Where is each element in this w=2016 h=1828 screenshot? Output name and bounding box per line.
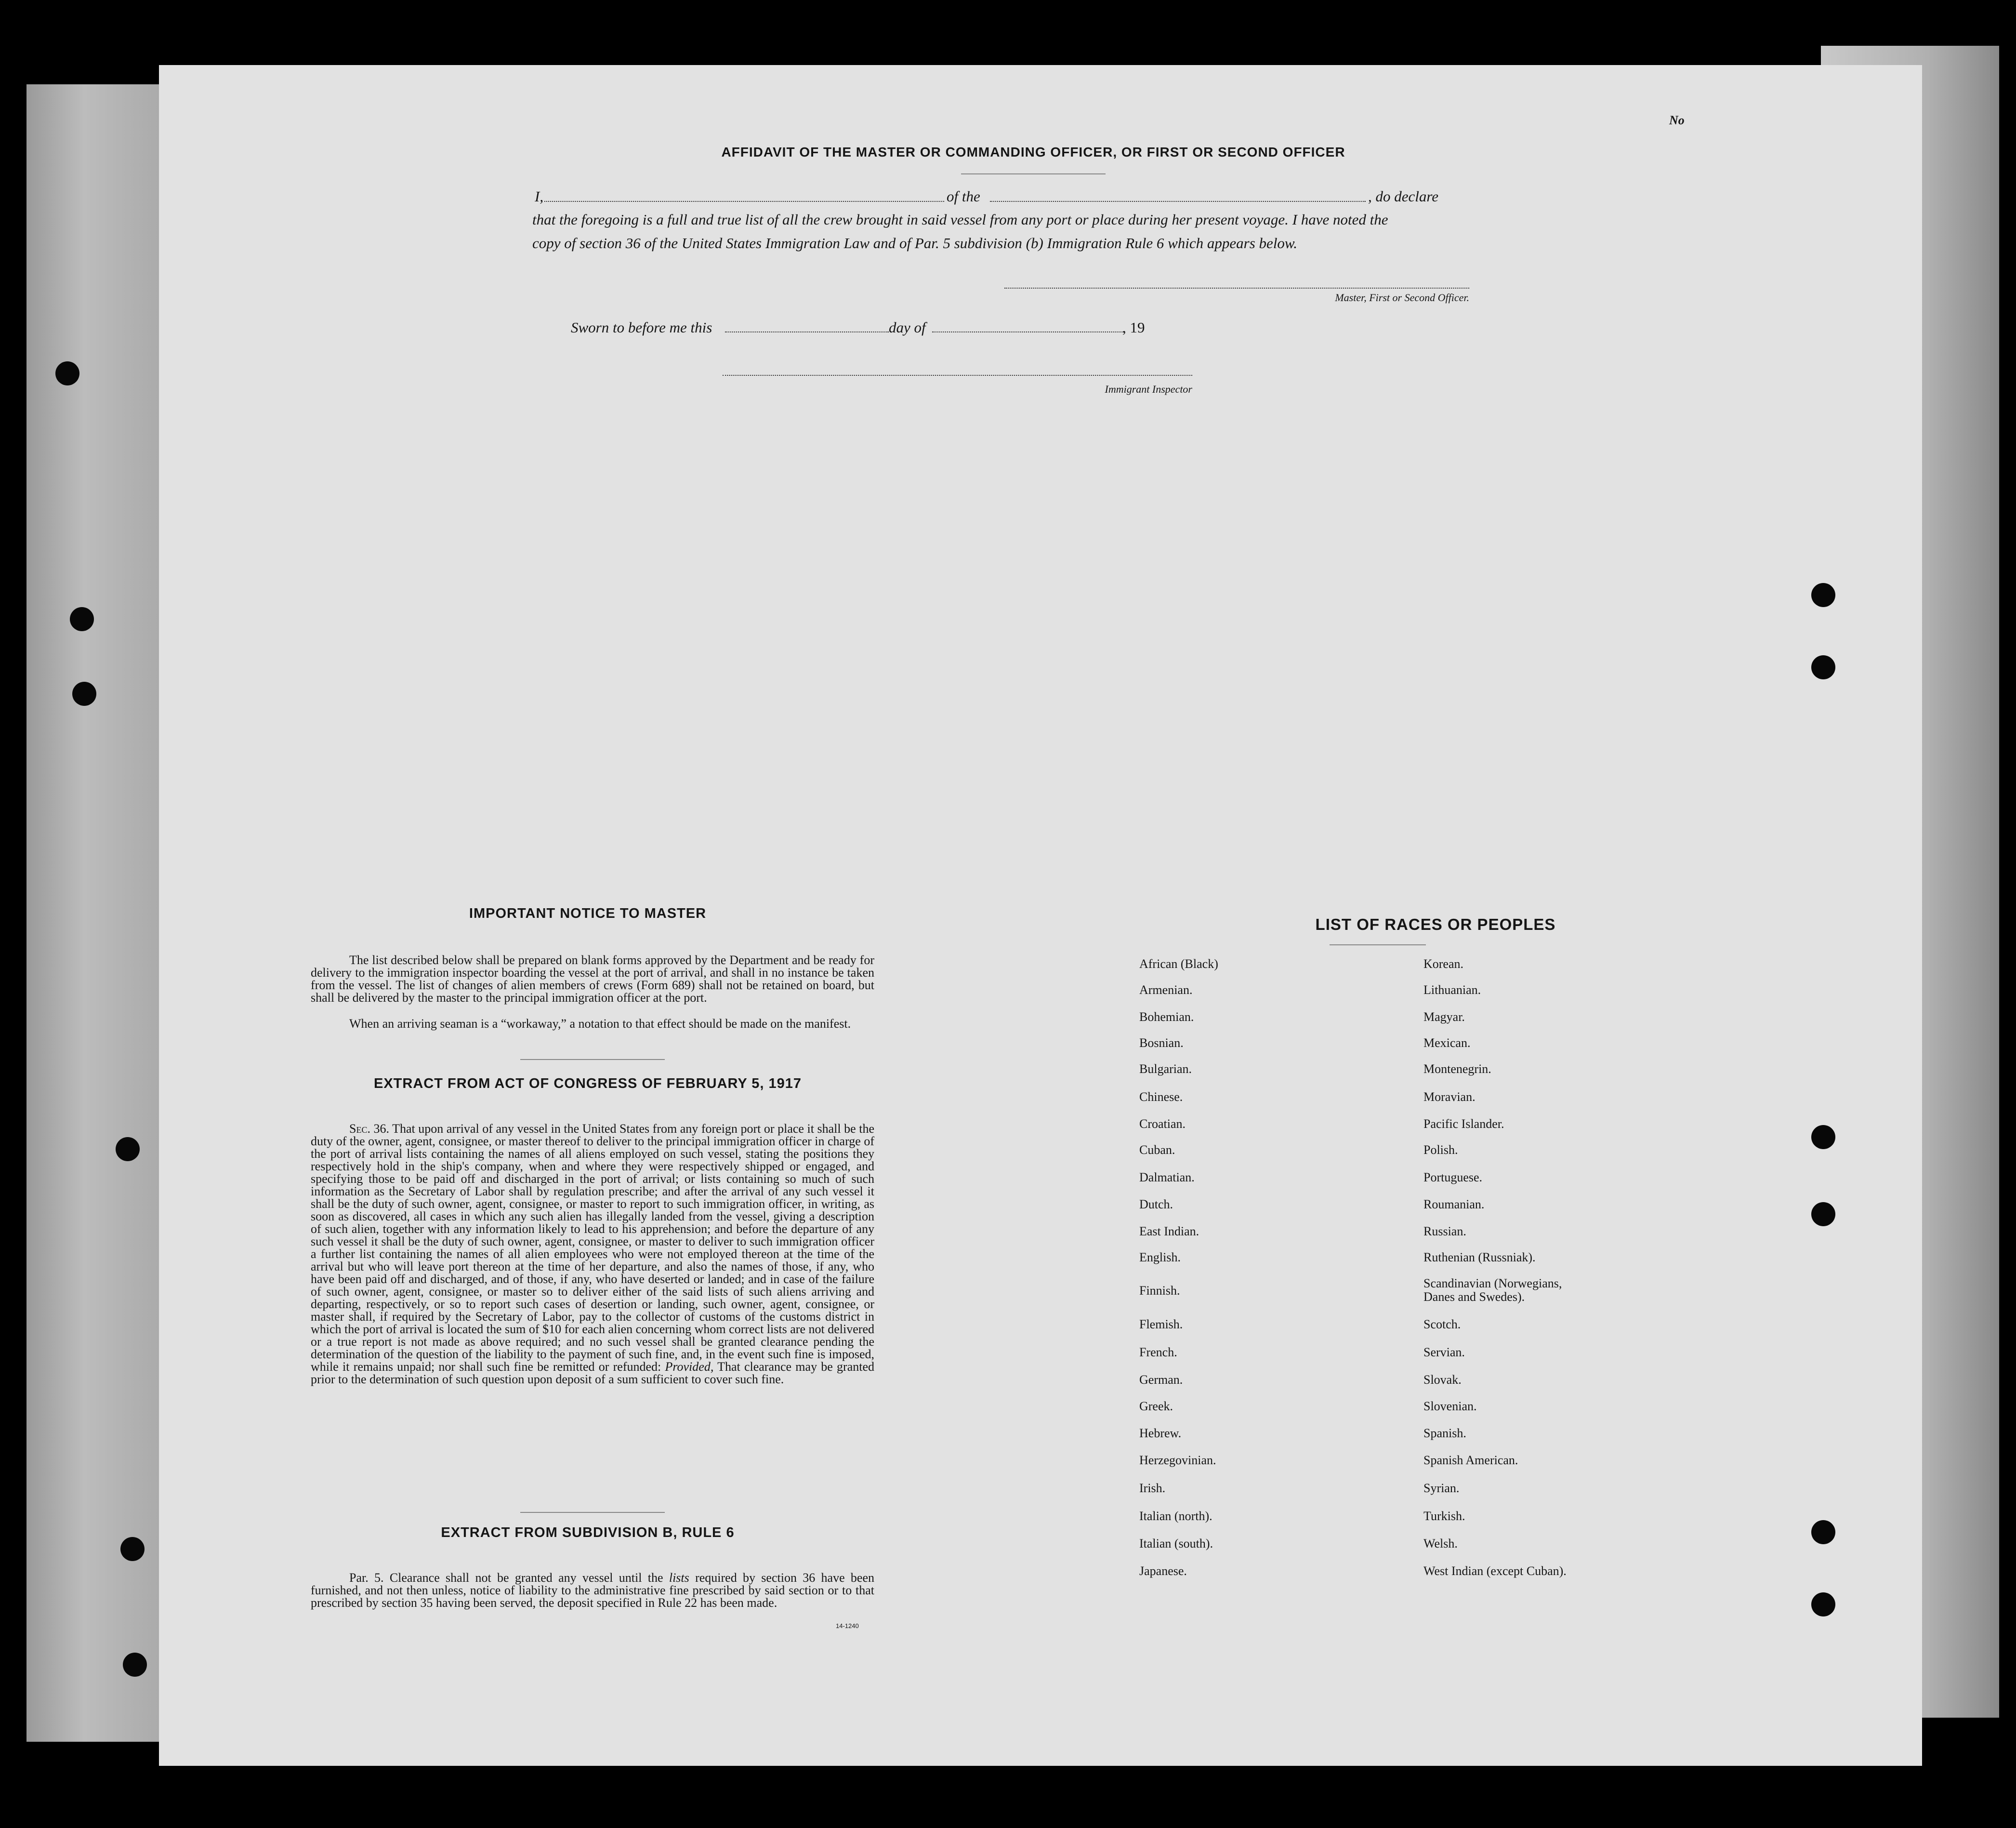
affidavit-title: AFFIDAVIT OF THE MASTER OR COMMANDING OFFICER, OR FIRST OR SECOND OFFICER bbox=[721, 145, 1345, 159]
affidavit-of-the: of the bbox=[947, 188, 980, 205]
races-title-underline bbox=[1330, 944, 1426, 945]
affidavit-i: I, bbox=[535, 188, 544, 205]
race-item: Pacific Islander. bbox=[1423, 1117, 1504, 1131]
inspector-signature-line bbox=[723, 375, 1192, 376]
binding-hole bbox=[55, 361, 79, 385]
affidavit-line-3: copy of section 36 of the United States Immigration Law and of Par. 5 subdivision (b) Immigration Rule 6 which appears below. bbox=[532, 235, 1298, 252]
number-mark: No bbox=[1669, 113, 1685, 127]
year-prefix: , 19 bbox=[1122, 319, 1145, 336]
sworn-text: Sworn to before me this bbox=[571, 319, 712, 336]
race-item: African (Black) bbox=[1139, 957, 1218, 971]
race-item: Scotch. bbox=[1423, 1317, 1461, 1331]
day-blank-line bbox=[725, 331, 889, 332]
race-item: Syrian. bbox=[1423, 1481, 1460, 1495]
notice-paragraph-2: When an arriving seaman is a “workaway,” a notation to that effect should be made on the manifest. bbox=[349, 1017, 851, 1031]
affidavit-line-2: that the foregoing is a full and true list of all the crew brought in said vessel from any port or place during her present voyage. I have noted the bbox=[532, 211, 1388, 228]
affidavit-declare: , do declare bbox=[1368, 188, 1439, 205]
form-number: 14-1240 bbox=[836, 1622, 859, 1629]
race-item: Spanish American. bbox=[1423, 1453, 1518, 1467]
race-item: Russian. bbox=[1423, 1224, 1466, 1238]
race-item: Slovenian. bbox=[1423, 1399, 1477, 1413]
race-item: West Indian (except Cuban). bbox=[1423, 1564, 1567, 1578]
inspector-caption: Immigrant Inspector bbox=[1105, 383, 1192, 395]
binding-hole bbox=[1811, 583, 1835, 607]
race-item: Cuban. bbox=[1139, 1143, 1175, 1157]
binding-hole bbox=[123, 1653, 147, 1677]
race-item: Chinese. bbox=[1139, 1090, 1183, 1104]
race-item: Dalmatian. bbox=[1139, 1170, 1195, 1184]
race-item: Servian. bbox=[1423, 1345, 1465, 1359]
race-item: Magyar. bbox=[1423, 1010, 1465, 1024]
rule-text-end: required by section 36 have been furnished, and not then unless, notice of liability to the administrative fine prescribed by said section or to that prescribed by section 35 having been served, the deposit specified in Rule 22 has been made. bbox=[311, 1571, 875, 1610]
race-item: Herzegovinian. bbox=[1139, 1453, 1216, 1467]
race-item: Finnish. bbox=[1139, 1284, 1180, 1298]
extract-rule-body bbox=[311, 1572, 874, 1609]
lists-word: lists bbox=[669, 1571, 689, 1585]
notice-paragraph-1: The list described below shall be prepared on blank forms approved by the Department and be ready for delivery to the immigration inspector boarding the vessel at the port of arrival, and shall in no instance be taken from the vessel. The list of changes of alien members of crews (Form 689) shall not be retained on board, but shall be delivered by the master to the principal immigration officer at the port. bbox=[311, 953, 874, 1005]
binding-hole bbox=[1811, 1592, 1835, 1616]
section-divider bbox=[520, 1059, 665, 1060]
race-item: Armenian. bbox=[1139, 983, 1193, 997]
race-item: Irish. bbox=[1139, 1481, 1166, 1495]
signature-line bbox=[1004, 288, 1469, 289]
race-item: Japanese. bbox=[1139, 1564, 1187, 1578]
title-underline bbox=[961, 173, 1106, 174]
section-36-text-end: That clearance may be granted prior to the determination of such question upon deposit of a sum sufficient to cover such fine. bbox=[311, 1360, 875, 1386]
binding-hole bbox=[1811, 1125, 1835, 1149]
race-item: Mexican. bbox=[1423, 1036, 1471, 1050]
binding-hole bbox=[72, 682, 96, 706]
race-item: Flemish. bbox=[1139, 1317, 1183, 1331]
binding-hole bbox=[1811, 1202, 1835, 1226]
race-item: Moravian. bbox=[1423, 1090, 1476, 1104]
race-item: German. bbox=[1139, 1373, 1183, 1387]
race-item: Roumanian. bbox=[1423, 1197, 1485, 1211]
binding-hole bbox=[1811, 1520, 1835, 1544]
race-item: Greek. bbox=[1139, 1399, 1173, 1413]
rule-text: Par. 5. Clearance shall not be granted any vessel until the bbox=[349, 1571, 663, 1585]
race-item: Welsh. bbox=[1423, 1537, 1458, 1550]
race-item: Bosnian. bbox=[1139, 1036, 1184, 1050]
race-item: Croatian. bbox=[1139, 1117, 1186, 1131]
race-item: Slovak. bbox=[1423, 1373, 1462, 1387]
extract-act-body bbox=[311, 1123, 874, 1386]
race-item: English. bbox=[1139, 1250, 1181, 1264]
section-divider bbox=[520, 1512, 665, 1513]
races-title: LIST OF RACES OR PEOPLES bbox=[1315, 915, 1556, 933]
notice-title: IMPORTANT NOTICE TO MASTER bbox=[469, 906, 707, 921]
race-item: Korean. bbox=[1423, 957, 1464, 971]
month-blank-line bbox=[932, 331, 1125, 332]
race-item: Montenegrin. bbox=[1423, 1062, 1491, 1076]
race-item: Portuguese. bbox=[1423, 1170, 1483, 1184]
race-item: Dutch. bbox=[1139, 1197, 1173, 1211]
binding-hole bbox=[1811, 655, 1835, 679]
race-item: Spanish. bbox=[1423, 1426, 1466, 1440]
section-36-text: That upon arrival of any vessel in the United States from any foreign port or place it shall be the duty of the owner, agent, consignee, or master thereof to deliver to the principal immigration officer in charge of the port of arrival lists containing the names of all aliens employed on such vessel, stating the positions they respectively hold in the ship's company, when and where they were respectively shipped or engaged, and specifying those to be paid off and discharged in the port of arrival; or lists containing so much of such information as the Secretary of Labor shall by regulation prescribe; and after the arrival of any such vessel it shall be the duty of such owner, agent, consignee, or master to report to such immigration officer, in writing, as soon as discovered, all cases in which any such alien has illegally landed from the vessel, giving a description of such alien, together with any information likely to lead to his apprehension; and before the departure of any such vessel it shall be the duty of such owner, agent, consignee, or master to deliver to such immigration officer a further list containing the names of all alien employees who were not employed thereon at the time of the arrival but who will leave port thereon at the time of her departure, and also the names of those, if any, who have been paid off and discharged, and of those, if any, who have deserted or landed; and in case of the failure of such owner, agent, consignee, or master so to deliver either of the said lists of such aliens arriving and departing, respectively, or so to report such cases of desertion or landing, such owner, agent, consignee, or master shall, if required by the Secretary of Labor, pay to the collector of customs of the customs district in which the port of arrival is located the sum of $10 for each alien concerning whom correct lists are not delivered or a true report is not made as above required; and no such vessel shall be granted clearance pending the determination of the question of the liability to the payment of such fine, and, in the event such fine is imposed, while it remains unpaid; nor shall such fine be remitted or refunded: bbox=[311, 1122, 875, 1374]
race-item: Ruthenian (Russniak). bbox=[1423, 1250, 1536, 1264]
day-of-text: day of bbox=[889, 319, 926, 336]
race-item: Hebrew. bbox=[1139, 1426, 1182, 1440]
race-item: Italian (north). bbox=[1139, 1509, 1212, 1523]
vessel-blank-line bbox=[990, 201, 1366, 202]
section-label: Sec. 36. bbox=[349, 1122, 390, 1136]
binding-hole bbox=[116, 1137, 140, 1161]
provided-word: Provided, bbox=[665, 1360, 714, 1374]
signature-caption: Master, First or Second Officer. bbox=[1335, 291, 1469, 304]
race-item: Bohemian. bbox=[1139, 1010, 1194, 1024]
race-item: Scandinavian (Norwegians, Danes and Swedes). bbox=[1423, 1276, 1562, 1304]
race-item: Polish. bbox=[1423, 1143, 1458, 1157]
binding-hole bbox=[120, 1537, 145, 1561]
extract-act-title: EXTRACT FROM ACT OF CONGRESS OF FEBRUARY 5, 1917 bbox=[373, 1076, 802, 1091]
race-item: French. bbox=[1139, 1345, 1177, 1359]
binding-hole bbox=[70, 607, 94, 631]
underlying-page-left bbox=[26, 84, 171, 1742]
race-item: Turkish. bbox=[1423, 1509, 1465, 1523]
race-item: Bulgarian. bbox=[1139, 1062, 1192, 1076]
race-item: Italian (south). bbox=[1139, 1537, 1213, 1550]
form-page bbox=[159, 65, 1922, 1766]
race-item: Lithuanian. bbox=[1423, 983, 1481, 997]
extract-rule-title: EXTRACT FROM SUBDIVISION B, RULE 6 bbox=[441, 1525, 735, 1540]
name-blank-line bbox=[544, 201, 944, 202]
race-item: East Indian. bbox=[1139, 1224, 1199, 1238]
